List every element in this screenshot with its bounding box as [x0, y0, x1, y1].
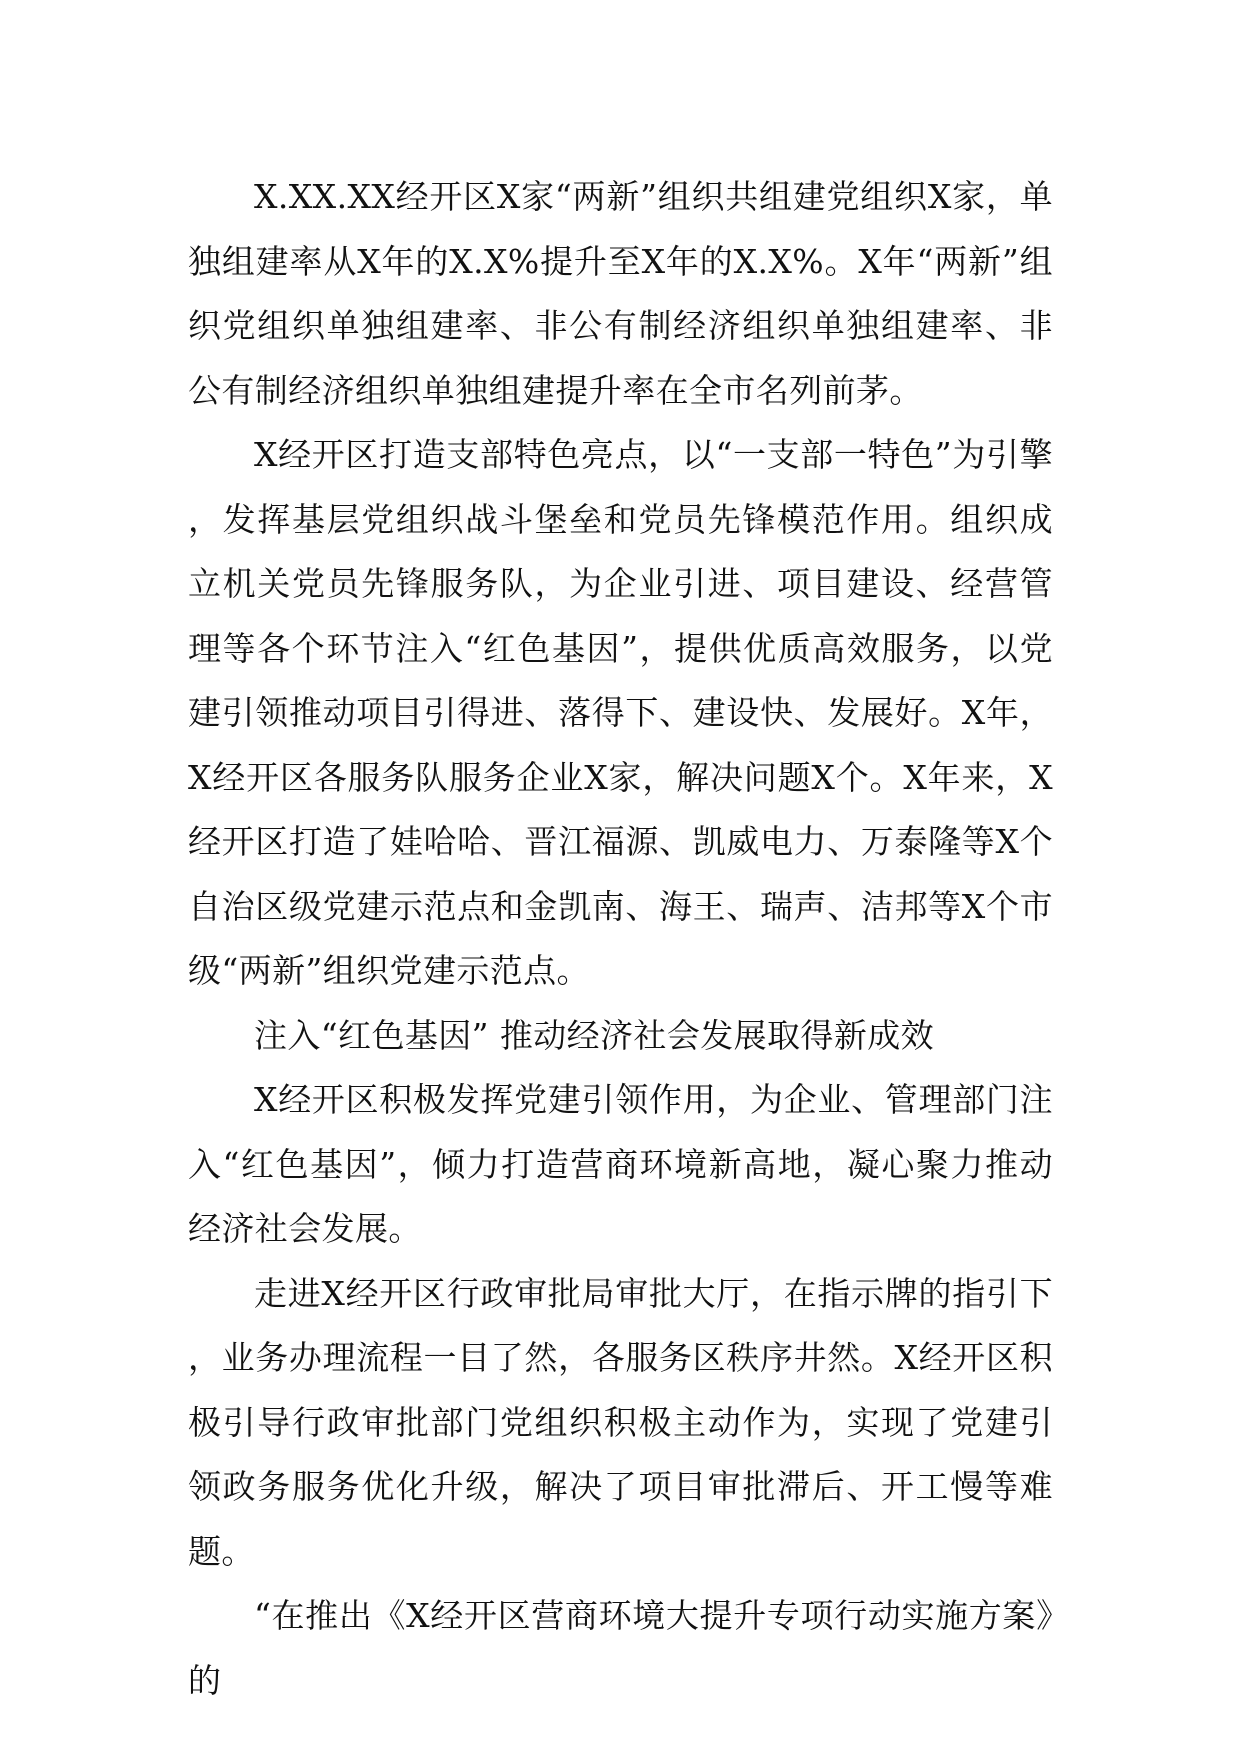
paragraph-organization-stats: X.XX.XX经开区X家“两新”组织共组建党组织X家，单独组建率从X年的X.X%提升至X年的X.X%。X年“两新”组织党组织单独组建率、非公有制经济组织单独组建率、非公有制经济组织单独组建提升率在全市名列前茅。 — [188, 177, 1053, 410]
section-heading-red-gene: 注入“红色基因” 推动经济社会发展取得新成效 — [254, 1015, 935, 1055]
paragraph-quote-start: “在推出《X经开区营商环境大提升专项行动实施方案》的 — [188, 1596, 1053, 1700]
paragraph-branch-features: X经开区打造支部特色亮点，以“一支部一特色”为引擎，发挥基层党组织战斗堡垒和党员先锋模范作用。组织成立机关党员先锋服务队，为企业引进、项目建设、经营管理等各个环节注入“红色基因”，提供优质高效服务，以党建引领推动项目引得进、落得下、建设快、发展好。X年，X经开区各服务队服务企业X家，解决问题X个。X年来，X经开区打造了娃哈哈、晋江福源、凯威电力、万泰隆等X个自治区级党建示范点和金凯南、海王、瑞声、洁邦等X个市级“两新”组织党建示范点。 — [188, 435, 1053, 990]
paragraph-approval-hall: 走进X经开区行政审批局审批大厅，在指示牌的指引下，业务办理流程一目了然，各服务区秩序井然。X经开区积极引导行政审批部门党组织积极主动作为，实现了党建引领政务服务优化升级，解决了项目审批滞后、开工慢等难题。 — [188, 1273, 1053, 1571]
paragraph-business-environment: X经开区积极发挥党建引领作用，为企业、管理部门注入“红色基因”，倾力打造营商环境新高地，凝心聚力推动经济社会发展。 — [188, 1080, 1053, 1248]
document-body — [188, 165, 1053, 1713]
